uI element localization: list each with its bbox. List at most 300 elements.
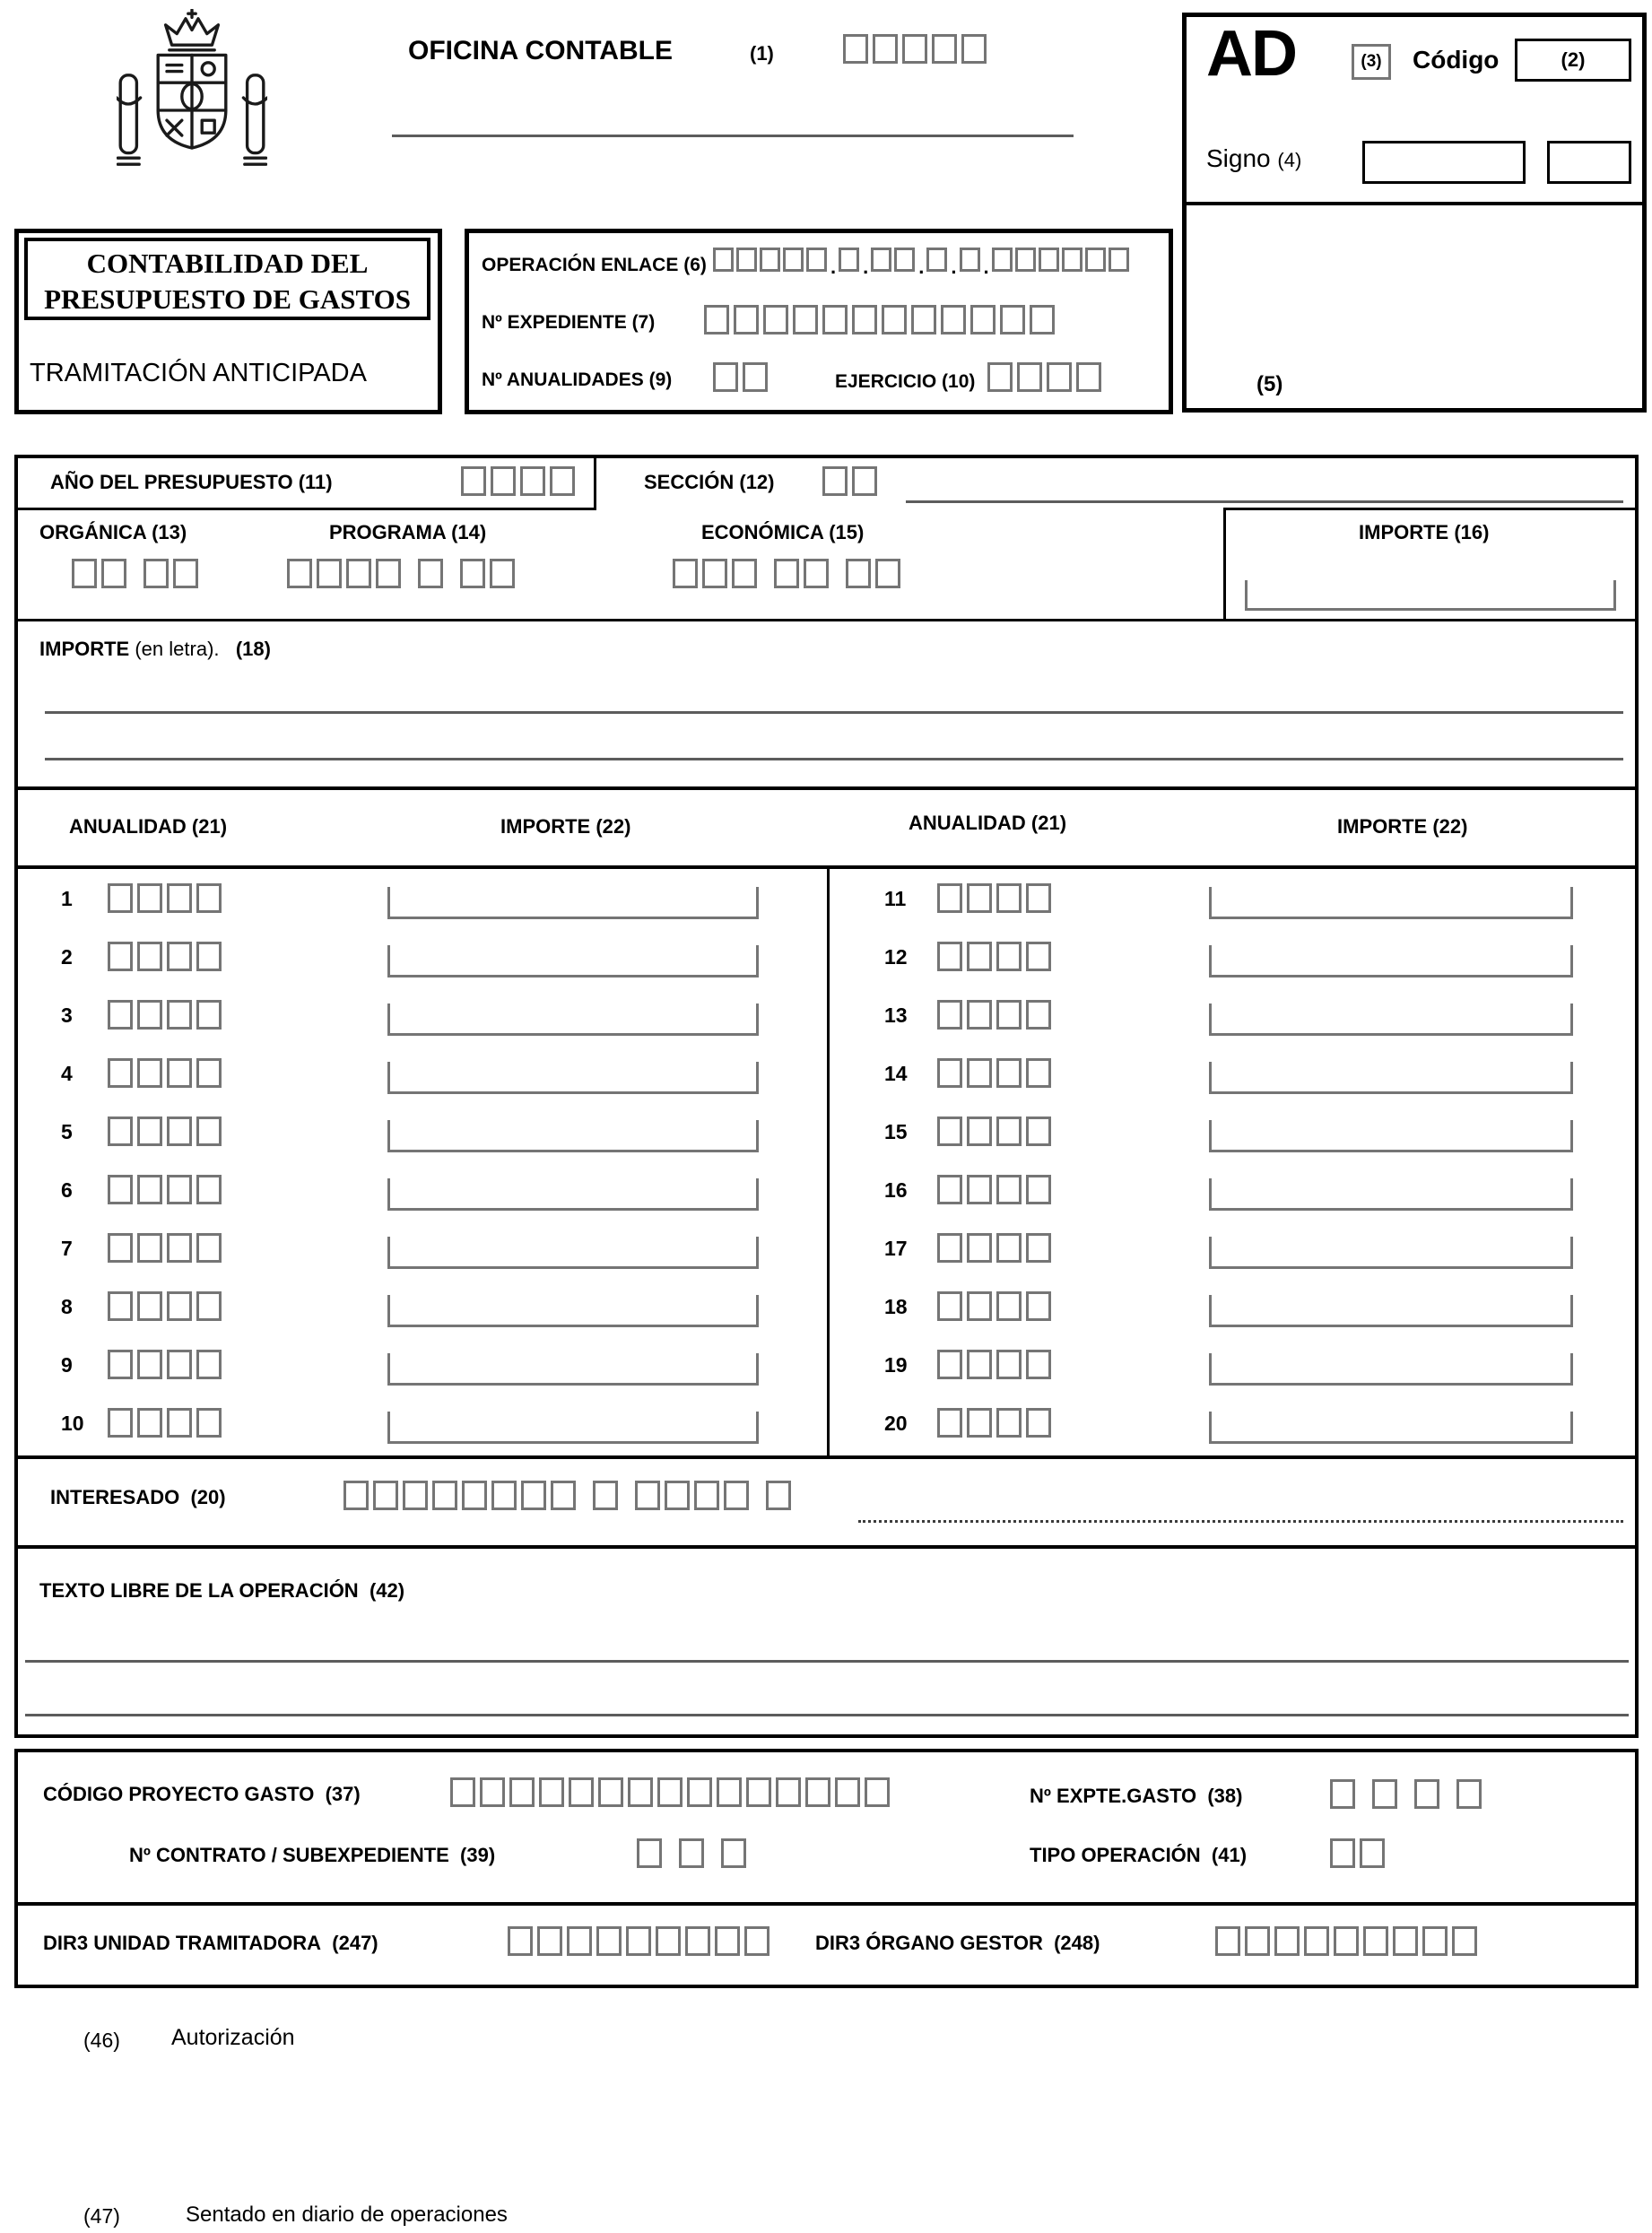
annuity-number: 11 [884, 887, 907, 910]
char-box[interactable] [137, 1350, 162, 1379]
char-box[interactable] [137, 1000, 162, 1030]
char-box[interactable] [1026, 883, 1051, 913]
char-box[interactable] [520, 466, 545, 496]
char-box[interactable] [551, 1481, 576, 1510]
char-box[interactable] [598, 1777, 623, 1807]
char-box[interactable] [108, 1233, 133, 1263]
char-box[interactable] [1215, 1926, 1240, 1956]
char-box[interactable] [694, 1481, 719, 1510]
annuity-importe-field[interactable] [387, 1004, 759, 1036]
annuity-number: 17 [884, 1237, 908, 1260]
char-box[interactable] [1076, 362, 1101, 392]
char-box[interactable] [143, 559, 169, 588]
char-box[interactable] [1330, 1838, 1355, 1868]
char-box[interactable] [287, 559, 312, 588]
char-box[interactable] [1047, 362, 1072, 392]
char-box[interactable] [167, 1000, 192, 1030]
char-box[interactable] [196, 1408, 222, 1438]
char-box[interactable] [967, 1116, 992, 1146]
ano-presupuesto-boxes[interactable] [461, 466, 579, 496]
char-box[interactable] [783, 248, 804, 272]
programa-boxes[interactable] [287, 559, 519, 588]
annuity-year-boxes[interactable] [937, 1291, 1056, 1321]
char-box[interactable] [926, 248, 947, 272]
economica-boxes[interactable] [673, 559, 905, 588]
char-box[interactable] [732, 559, 757, 588]
char-box[interactable] [839, 248, 859, 272]
char-box[interactable] [346, 559, 371, 588]
char-box[interactable] [717, 1777, 742, 1807]
char-box[interactable] [508, 1926, 533, 1956]
char-box[interactable] [1026, 1350, 1051, 1379]
char-box[interactable] [852, 305, 877, 335]
char-box[interactable] [593, 1481, 618, 1510]
char-box[interactable] [760, 248, 780, 272]
char-box[interactable] [72, 559, 97, 588]
char-box[interactable] [774, 559, 799, 588]
char-box[interactable] [1062, 248, 1082, 272]
annuity-importe-field[interactable] [387, 1120, 759, 1152]
annuity-importe-field[interactable] [1209, 1004, 1573, 1036]
expediente-boxes[interactable] [704, 305, 1059, 335]
char-box[interactable] [167, 1116, 192, 1146]
char-box[interactable] [480, 1777, 505, 1807]
char-box[interactable] [108, 1175, 133, 1204]
annuity-year-boxes[interactable] [108, 1350, 226, 1379]
seccion-boxes[interactable] [822, 466, 882, 496]
char-box[interactable] [736, 248, 757, 272]
char-box[interactable] [1360, 1838, 1385, 1868]
char-box[interactable] [137, 1291, 162, 1321]
char-box[interactable] [108, 942, 133, 971]
char-box[interactable] [596, 1926, 622, 1956]
char-box[interactable] [509, 1777, 535, 1807]
document-title [24, 238, 430, 320]
char-box[interactable] [550, 466, 575, 496]
dir3-unidad-boxes[interactable] [508, 1926, 774, 1956]
char-box[interactable] [937, 1175, 962, 1204]
dir3-organo-boxes[interactable] [1215, 1926, 1482, 1956]
annuity-year-boxes[interactable] [937, 1350, 1056, 1379]
char-box[interactable] [491, 466, 516, 496]
char-box[interactable] [1330, 1779, 1355, 1809]
char-box[interactable] [1026, 1000, 1051, 1030]
annuity-importe-field[interactable] [387, 1062, 759, 1094]
char-box[interactable] [1026, 942, 1051, 971]
char-box[interactable] [721, 1838, 746, 1868]
annuity-importe-field[interactable] [387, 945, 759, 977]
char-box[interactable] [137, 1175, 162, 1204]
annuity-row [18, 989, 827, 1047]
char-box[interactable] [902, 34, 927, 64]
char-box[interactable] [108, 1408, 133, 1438]
operacion-enlace-text: OPERACIÓN ENLACE [482, 255, 679, 275]
contrato-boxes[interactable] [637, 1838, 751, 1868]
oficina-contable-write-line[interactable] [392, 135, 1074, 137]
annuity-year-boxes[interactable] [108, 1408, 226, 1438]
annuity-row [18, 1106, 827, 1164]
separator-dot: . [918, 256, 925, 278]
char-box[interactable] [937, 942, 962, 971]
char-box[interactable] [1245, 1926, 1270, 1956]
annuity-row [18, 1222, 827, 1281]
annuity-year-boxes[interactable] [108, 942, 226, 971]
char-box[interactable] [567, 1926, 592, 1956]
char-box[interactable] [137, 1116, 162, 1146]
interesado-text: INTERESADO [50, 1486, 180, 1508]
annuity-year-boxes[interactable] [937, 1233, 1056, 1263]
anualidad-text: ANUALIDAD [909, 812, 1026, 834]
char-box[interactable] [167, 1350, 192, 1379]
annuity-importe-field[interactable] [387, 1178, 759, 1211]
char-box[interactable] [1026, 1408, 1051, 1438]
texto-libre-line-1[interactable] [25, 1660, 1629, 1663]
interesado-dotted-line[interactable] [858, 1520, 1623, 1523]
anualidades-boxes[interactable] [713, 362, 772, 392]
annuity-year-boxes[interactable] [937, 1116, 1056, 1146]
char-box[interactable] [996, 942, 1022, 971]
char-box[interactable] [846, 559, 871, 588]
char-box[interactable] [937, 1408, 962, 1438]
seccion-write-line[interactable] [906, 500, 1623, 503]
char-box[interactable] [460, 559, 485, 588]
char-box[interactable] [937, 1000, 962, 1030]
importe-letra-num: (18) [235, 638, 271, 660]
importe-letra-line-2[interactable] [45, 758, 1623, 760]
char-box[interactable] [1039, 248, 1059, 272]
char-box[interactable] [1452, 1926, 1477, 1956]
economica-num: (15) [829, 521, 865, 543]
annuity-importe-field[interactable] [1209, 1295, 1573, 1327]
char-box[interactable] [996, 1058, 1022, 1088]
annuity-row [18, 1164, 827, 1222]
char-box[interactable] [996, 1175, 1022, 1204]
annuity-importe-field[interactable] [1209, 1353, 1573, 1386]
annuity-importe-field[interactable] [1209, 1062, 1573, 1094]
char-box[interactable] [167, 1058, 192, 1088]
char-box[interactable] [776, 1777, 801, 1807]
char-box[interactable] [1363, 1926, 1388, 1956]
char-box[interactable] [835, 1777, 860, 1807]
annuity-importe-field[interactable] [1209, 945, 1573, 977]
char-box[interactable] [167, 942, 192, 971]
char-box[interactable] [713, 362, 738, 392]
char-box[interactable] [1026, 1116, 1051, 1146]
char-box[interactable] [967, 1408, 992, 1438]
char-box[interactable] [1026, 1291, 1051, 1321]
char-box[interactable] [137, 942, 162, 971]
char-box[interactable] [167, 883, 192, 913]
annuity-importe-field[interactable] [1209, 1412, 1573, 1444]
char-box[interactable] [1414, 1779, 1439, 1809]
char-box[interactable] [1334, 1926, 1359, 1956]
operation-link-box [465, 229, 1173, 414]
char-box[interactable] [996, 1350, 1022, 1379]
char-box[interactable] [196, 883, 222, 913]
char-box[interactable] [746, 1777, 771, 1807]
organica-boxes[interactable] [72, 559, 203, 588]
annuity-year-boxes[interactable] [108, 1058, 226, 1088]
char-box[interactable] [996, 1408, 1022, 1438]
char-box[interactable] [1274, 1926, 1300, 1956]
char-box[interactable] [961, 34, 987, 64]
importe16-field[interactable] [1245, 580, 1616, 611]
char-box[interactable] [137, 1058, 162, 1088]
annuity-number: 9 [61, 1353, 73, 1377]
annuity-year-boxes[interactable] [937, 942, 1056, 971]
importe22-num: (22) [596, 815, 631, 838]
annuity-year-boxes[interactable] [108, 1291, 226, 1321]
annuity-year-boxes[interactable] [108, 1116, 226, 1146]
char-box[interactable] [403, 1481, 428, 1510]
char-box[interactable] [967, 942, 992, 971]
annuity-year-boxes[interactable] [937, 1000, 1056, 1030]
char-box[interactable] [137, 1408, 162, 1438]
char-box[interactable] [196, 1000, 222, 1030]
divider [1223, 508, 1635, 510]
char-box[interactable] [873, 34, 898, 64]
char-box[interactable] [317, 559, 342, 588]
char-box[interactable] [1456, 1779, 1482, 1809]
char-box[interactable] [196, 1116, 222, 1146]
char-box[interactable] [657, 1777, 683, 1807]
anualidad-header-right [909, 812, 1066, 835]
char-box[interactable] [804, 559, 829, 588]
char-box[interactable] [970, 305, 996, 335]
main-form-box [14, 455, 1639, 1738]
char-box[interactable] [987, 362, 1013, 392]
char-box[interactable] [967, 1175, 992, 1204]
char-box[interactable] [108, 1058, 133, 1088]
char-box[interactable] [932, 34, 957, 64]
char-box[interactable] [967, 1350, 992, 1379]
anualidades-num: (9) [648, 369, 673, 390]
interesado-boxes[interactable] [343, 1481, 796, 1510]
annuity-number: 2 [61, 945, 73, 969]
char-box[interactable] [196, 1233, 222, 1263]
char-box[interactable] [521, 1481, 546, 1510]
char-box[interactable] [1109, 248, 1129, 272]
separator-dot: . [983, 256, 989, 278]
char-box[interactable] [937, 1291, 962, 1321]
annuity-year-boxes[interactable] [108, 883, 226, 913]
char-box[interactable] [167, 1233, 192, 1263]
char-box[interactable] [679, 1838, 704, 1868]
char-box[interactable] [822, 466, 848, 496]
char-box[interactable] [996, 1000, 1022, 1030]
annuity-importe-field[interactable] [387, 1237, 759, 1269]
char-box[interactable] [865, 1777, 890, 1807]
annuity-year-boxes[interactable] [937, 883, 1056, 913]
annuity-importe-field[interactable] [387, 887, 759, 919]
char-box[interactable] [1085, 248, 1106, 272]
char-box[interactable] [806, 248, 827, 272]
char-box[interactable] [196, 1175, 222, 1204]
char-box[interactable] [656, 1926, 681, 1956]
char-box[interactable] [882, 305, 907, 335]
char-box[interactable] [137, 883, 162, 913]
annuity-importe-field[interactable] [1209, 887, 1573, 919]
char-box[interactable] [537, 1926, 562, 1956]
annuity-importe-field[interactable] [1209, 1237, 1573, 1269]
char-box[interactable] [1026, 1233, 1051, 1263]
char-box[interactable] [734, 305, 759, 335]
char-box[interactable] [196, 1058, 222, 1088]
annuity-importe-field[interactable] [1209, 1178, 1573, 1211]
divider [18, 1545, 1635, 1549]
char-box[interactable] [167, 1175, 192, 1204]
importe-header-left [500, 815, 630, 838]
interesado-label [50, 1486, 226, 1509]
texto-libre-line-2[interactable] [25, 1714, 1629, 1716]
annuity-importe-field[interactable] [387, 1412, 759, 1444]
char-box[interactable] [996, 1116, 1022, 1146]
char-box[interactable] [992, 248, 1013, 272]
char-box[interactable] [967, 1058, 992, 1088]
char-box[interactable] [108, 1350, 133, 1379]
char-box[interactable] [1304, 1926, 1329, 1956]
codigo-field[interactable] [1515, 39, 1631, 82]
char-box[interactable] [1026, 1058, 1051, 1088]
char-box[interactable] [101, 559, 126, 588]
char-box[interactable] [108, 883, 133, 913]
char-box[interactable] [196, 1350, 222, 1379]
char-box[interactable] [108, 1291, 133, 1321]
signo-check-field[interactable] [1547, 141, 1631, 184]
char-box[interactable] [637, 1838, 662, 1868]
char-box[interactable] [173, 559, 198, 588]
char-box[interactable] [911, 305, 936, 335]
importe-letra-line-1[interactable] [45, 711, 1623, 714]
char-box[interactable] [763, 305, 788, 335]
char-box[interactable] [967, 883, 992, 913]
char-box[interactable] [875, 559, 900, 588]
char-box[interactable] [685, 1926, 710, 1956]
char-box[interactable] [196, 1291, 222, 1321]
char-box[interactable] [108, 1000, 133, 1030]
oficina-contable-boxes[interactable] [843, 34, 991, 64]
char-box[interactable] [635, 1481, 660, 1510]
char-box[interactable] [687, 1777, 712, 1807]
char-box[interactable] [704, 305, 729, 335]
char-box[interactable] [1026, 1175, 1051, 1204]
ejercicio-boxes[interactable] [987, 362, 1106, 392]
dir3-organo-label [815, 1932, 1100, 1955]
char-box[interactable] [1015, 248, 1036, 272]
char-box[interactable] [569, 1777, 594, 1807]
char-box[interactable] [937, 1233, 962, 1263]
char-box[interactable] [1422, 1926, 1448, 1956]
char-box[interactable] [967, 1233, 992, 1263]
char-box[interactable] [793, 305, 818, 335]
char-box[interactable] [373, 1481, 398, 1510]
char-box[interactable] [996, 883, 1022, 913]
code-type-field[interactable] [1352, 44, 1391, 80]
annuity-year-boxes[interactable] [937, 1175, 1056, 1204]
char-box[interactable] [626, 1926, 651, 1956]
annuity-year-boxes[interactable] [937, 1408, 1056, 1438]
char-box[interactable] [967, 1000, 992, 1030]
char-box[interactable] [894, 248, 915, 272]
annuity-year-boxes[interactable] [108, 1233, 226, 1263]
char-box[interactable] [1030, 305, 1055, 335]
char-box[interactable] [418, 559, 443, 588]
char-box[interactable] [822, 305, 848, 335]
char-box[interactable] [744, 1926, 769, 1956]
annuity-importe-field[interactable] [387, 1295, 759, 1327]
char-box[interactable] [137, 1233, 162, 1263]
char-box[interactable] [996, 1233, 1022, 1263]
char-box[interactable] [937, 1350, 962, 1379]
char-box[interactable] [665, 1481, 690, 1510]
char-box[interactable] [108, 1116, 133, 1146]
char-box[interactable] [1372, 1779, 1397, 1809]
codigo-proyecto-boxes[interactable] [450, 1777, 894, 1807]
annuity-number: 13 [884, 1004, 908, 1027]
char-box[interactable] [715, 1926, 740, 1956]
char-box[interactable] [724, 1481, 749, 1510]
char-box[interactable] [196, 942, 222, 971]
annuity-year-boxes[interactable] [937, 1058, 1056, 1088]
char-box[interactable] [743, 362, 768, 392]
char-box[interactable] [491, 1481, 517, 1510]
char-box[interactable] [843, 34, 868, 64]
char-box[interactable] [462, 1481, 487, 1510]
char-box[interactable] [967, 1291, 992, 1321]
char-box[interactable] [1393, 1926, 1418, 1956]
char-box[interactable] [673, 559, 698, 588]
char-box[interactable] [871, 248, 891, 272]
char-box[interactable] [490, 559, 515, 588]
char-box[interactable] [702, 559, 727, 588]
char-box[interactable] [539, 1777, 564, 1807]
char-box[interactable] [713, 248, 734, 272]
char-box[interactable] [805, 1777, 830, 1807]
tipo-operacion-boxes[interactable] [1330, 1838, 1389, 1868]
char-box[interactable] [450, 1777, 475, 1807]
char-box[interactable] [1000, 305, 1025, 335]
expte-gasto-boxes[interactable] [1330, 1779, 1486, 1809]
char-box[interactable] [937, 1058, 962, 1088]
texto-libre-text: TEXTO LIBRE DE LA OPERACIÓN [39, 1579, 359, 1602]
contrato-num: (39) [460, 1844, 496, 1866]
char-box[interactable] [167, 1408, 192, 1438]
char-box[interactable] [628, 1777, 653, 1807]
operacion-enlace-boxes[interactable] [713, 248, 1132, 278]
annuity-importe-field[interactable] [387, 1353, 759, 1386]
annuity-importe-field[interactable] [1209, 1120, 1573, 1152]
signo-field[interactable] [1362, 141, 1526, 184]
char-box[interactable] [766, 1481, 791, 1510]
char-box[interactable] [343, 1481, 369, 1510]
char-box[interactable] [167, 1291, 192, 1321]
annuity-year-boxes[interactable] [108, 1000, 226, 1030]
annuity-number: 7 [61, 1237, 73, 1260]
annuity-year-boxes[interactable] [108, 1175, 226, 1204]
char-box[interactable] [996, 1291, 1022, 1321]
char-box[interactable] [937, 883, 962, 913]
char-box[interactable] [461, 466, 486, 496]
char-box[interactable] [432, 1481, 457, 1510]
char-box[interactable] [852, 466, 877, 496]
char-box[interactable] [1017, 362, 1042, 392]
char-box[interactable] [376, 559, 401, 588]
char-box[interactable] [960, 248, 980, 272]
divider [18, 508, 596, 510]
char-box[interactable] [937, 1116, 962, 1146]
interesado-num: (20) [190, 1486, 226, 1508]
char-box[interactable] [941, 305, 966, 335]
